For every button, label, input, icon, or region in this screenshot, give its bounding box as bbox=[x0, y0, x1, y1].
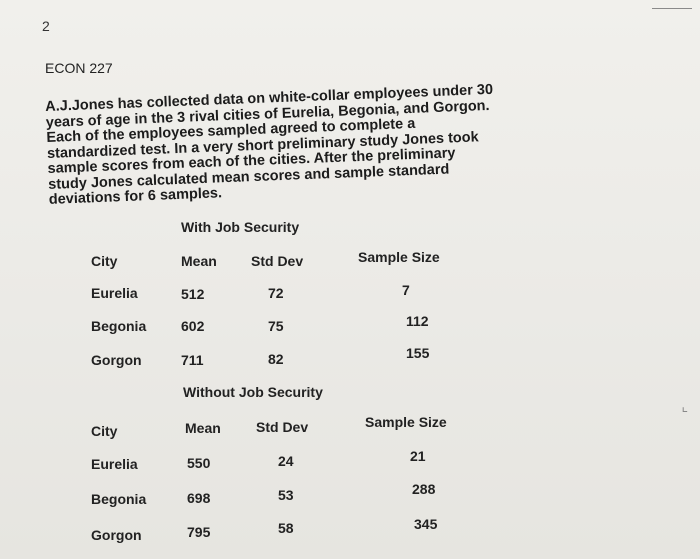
cell-mean: 711 bbox=[181, 352, 204, 368]
cell-city: Gorgon bbox=[91, 527, 142, 543]
cell-mean: 795 bbox=[187, 524, 211, 540]
corner-mark bbox=[652, 2, 692, 9]
header-sample-size: Sample Size bbox=[358, 249, 440, 265]
problem-statement: A.J.Jones has collected data on white-collar employees under 30 years of age in the 3 rival cities of Eurelia, Begonia, and Gorgon. Each of the employees sampled agreed to complete a standardized test. In a very short preliminary study Jones took sample scores from each of the cities. After the preliminary study Jones calculated mean scores and sample standard deviations for 6 samples. bbox=[44, 81, 494, 208]
cell-sample-size: 21 bbox=[410, 448, 426, 464]
cell-std-dev: 53 bbox=[278, 487, 294, 503]
cell-mean: 512 bbox=[181, 286, 205, 302]
with-security-title: With Job Security bbox=[181, 219, 300, 235]
cell-city: Begonia bbox=[91, 491, 147, 507]
header-city: City bbox=[91, 253, 118, 269]
cell-std-dev: 82 bbox=[268, 351, 284, 367]
cell-city: Eurelia bbox=[91, 285, 138, 301]
without-security-title: Without Job Security bbox=[183, 384, 323, 400]
header-mean: Mean bbox=[181, 253, 217, 269]
pencil-mark: ⌞ bbox=[681, 398, 688, 414]
cell-city: Eurelia bbox=[91, 456, 138, 472]
header-std-dev: Std Dev bbox=[256, 419, 309, 435]
header-city: City bbox=[91, 423, 118, 439]
cell-sample-size: 288 bbox=[412, 481, 436, 497]
cell-city: Gorgon bbox=[91, 352, 142, 368]
page-number: 2 bbox=[42, 18, 50, 34]
cell-mean: 550 bbox=[187, 455, 211, 471]
cell-std-dev: 75 bbox=[268, 318, 284, 334]
cell-std-dev: 72 bbox=[268, 285, 284, 301]
cell-sample-size: 155 bbox=[406, 345, 430, 361]
cell-mean: 602 bbox=[181, 318, 205, 334]
course-title: ECON 227 bbox=[45, 60, 113, 76]
cell-sample-size: 345 bbox=[414, 516, 438, 532]
header-sample-size: Sample Size bbox=[365, 414, 447, 430]
header-std-dev: Std Dev bbox=[251, 253, 304, 269]
cell-mean: 698 bbox=[187, 490, 211, 506]
header-mean: Mean bbox=[185, 420, 221, 436]
cell-std-dev: 58 bbox=[278, 520, 294, 536]
cell-city: Begonia bbox=[91, 318, 147, 334]
cell-sample-size: 7 bbox=[402, 282, 410, 298]
cell-std-dev: 24 bbox=[278, 453, 294, 469]
cell-sample-size: 112 bbox=[406, 313, 429, 329]
